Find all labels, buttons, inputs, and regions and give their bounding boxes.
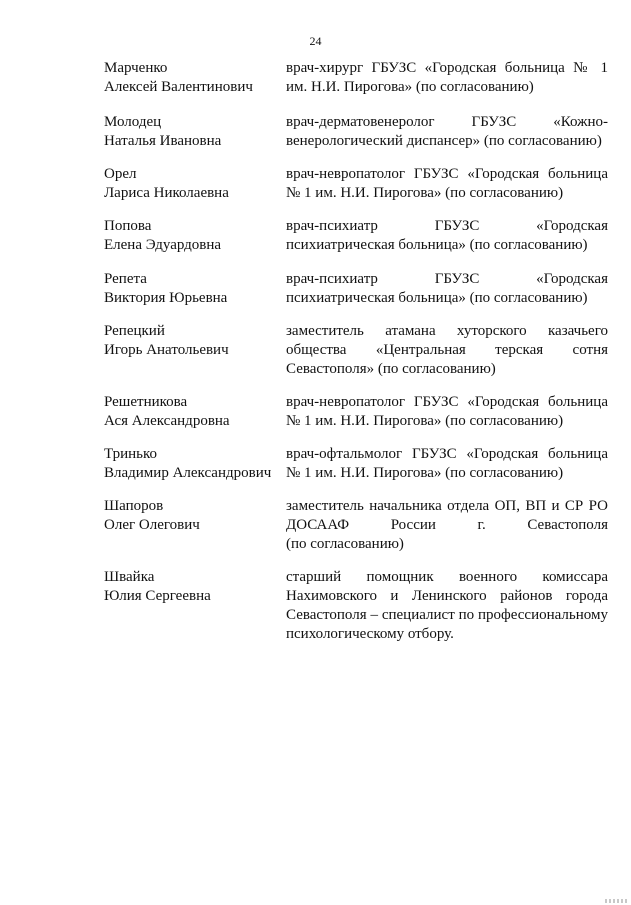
role-line: врач-офтальмолог ГБУЗС «Городская больница [286, 446, 608, 462]
role-line: ДОСААФ России г. Севастополя [286, 517, 608, 533]
given-names: Елена Эдуардовна [104, 237, 222, 253]
given-names: Владимир Александрович [104, 465, 272, 481]
role-line: венерологический диспансер» (по согласованию) [286, 133, 602, 149]
surname: Швайка [104, 569, 155, 585]
person-name [104, 393, 279, 431]
role-line: заместитель начальника отдела ОП, ВП и СР РО [286, 498, 608, 514]
role-line: врач-невропатолог ГБУЗС «Городская больница [286, 166, 608, 182]
surname: Репета [104, 271, 147, 287]
person-name [104, 217, 279, 255]
role-line: психиатрическая больница» (по согласованию) [286, 290, 588, 306]
role-line: Севастополя – специалист по профессиональному [286, 607, 608, 623]
surname: Молодец [104, 114, 162, 130]
role-line: Нахимовского и Ленинского районов города [286, 588, 608, 604]
surname: Шапоров [104, 498, 164, 514]
role-line: им. Н.И. Пирогова» (по согласованию) [286, 79, 534, 95]
given-names: Юлия Сергеевна [104, 588, 211, 604]
role-line: врач-дерматовенеролог ГБУЗС «Кожно- [286, 114, 608, 130]
surname: Тринько [104, 446, 158, 462]
role-line: № 1 им. Н.И. Пирогова» (по согласованию) [286, 465, 564, 481]
position-description [286, 568, 608, 644]
role-line: врач-хирург ГБУЗС «Городская больница № 1 [286, 60, 608, 76]
role-line: врач-невропатолог ГБУЗС «Городская больница [286, 394, 608, 410]
person-name [104, 165, 279, 203]
person-name [104, 445, 279, 483]
role-line: врач-психиатр ГБУЗС «Городская [286, 271, 608, 287]
position-description [286, 445, 608, 483]
given-names: Алексей Валентинович [104, 79, 253, 95]
page-number: 24 [309, 34, 322, 48]
role-line: общества «Центральная терская сотня [286, 342, 608, 358]
position-description [286, 217, 608, 255]
person-name [104, 113, 279, 151]
role-line: № 1 им. Н.И. Пирогова» (по согласованию) [286, 185, 564, 201]
person-name [104, 270, 279, 308]
person-name [104, 497, 279, 535]
person-name [104, 59, 279, 97]
position-description [286, 59, 608, 97]
role-line: (по согласованию) [286, 536, 404, 552]
given-names: Виктория Юрьевна [104, 290, 228, 306]
given-names: Лариса Николаевна [104, 185, 229, 201]
given-names: Игорь Анатольевич [104, 342, 229, 358]
position-description [286, 165, 608, 203]
role-line: Севастополя» (по согласованию) [286, 361, 496, 377]
role-line: № 1 им. Н.И. Пирогова» (по согласованию) [286, 413, 564, 429]
role-line: заместитель атамана хуторского казачьего [286, 323, 608, 339]
role-line: врач-психиатр ГБУЗС «Городская [286, 218, 608, 234]
surname: Репецкий [104, 323, 165, 339]
scan-edge-mark [605, 899, 627, 903]
surname: Марченко [104, 60, 168, 76]
role-line: психологическому отбору. [286, 626, 454, 642]
role-line: психиатрическая больница» (по согласованию) [286, 237, 588, 253]
person-name [104, 322, 279, 360]
surname: Решетникова [104, 394, 188, 410]
position-description [286, 497, 608, 554]
surname: Орел [104, 166, 137, 182]
position-description [286, 322, 608, 379]
given-names: Наталья Ивановна [104, 133, 222, 149]
given-names: Ася Александровна [104, 413, 230, 429]
position-description [286, 270, 608, 308]
role-line: старший помощник военного комиссара [286, 569, 608, 585]
position-description [286, 393, 608, 431]
surname: Попова [104, 218, 152, 234]
person-name [104, 568, 279, 606]
given-names: Олег Олегович [104, 517, 200, 533]
position-description [286, 113, 608, 151]
